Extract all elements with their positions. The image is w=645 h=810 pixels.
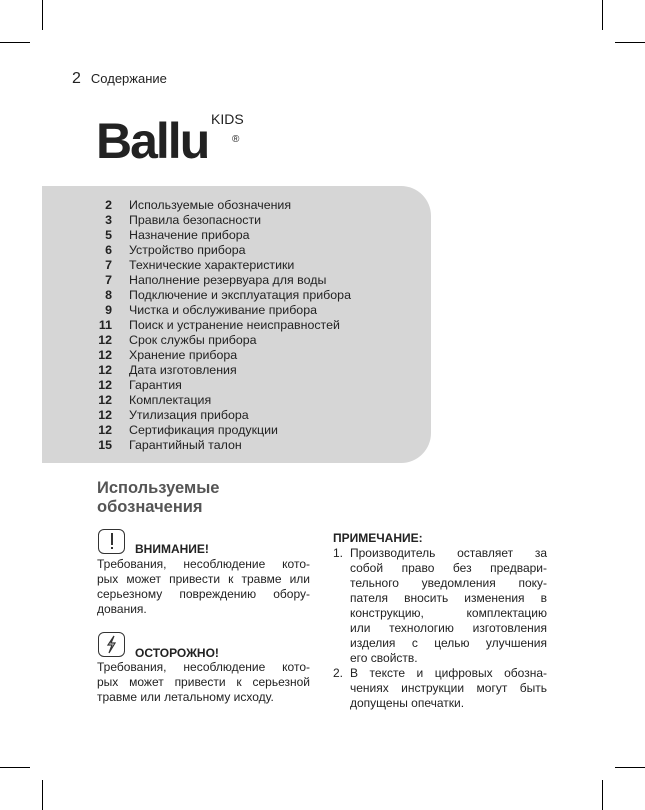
toc-title: Комплектация: [129, 393, 212, 407]
toc-title: Наполнение резервуара для воды: [129, 273, 327, 287]
toc-title: Используемые обозначения: [129, 198, 292, 212]
text-line: дования.: [97, 602, 147, 616]
text-line: Требования, несоблюдение кото-: [97, 660, 310, 674]
text-line: пателя вносить изменения в: [350, 591, 547, 605]
toc-page-number: 12: [98, 408, 112, 422]
crop-mark: [602, 0, 603, 30]
attention-text: [97, 557, 310, 617]
text-line: его свойств.: [350, 651, 418, 665]
page-header: [72, 70, 167, 88]
toc-title: Дата изготовления: [129, 363, 237, 377]
table-of-contents: [42, 186, 431, 463]
text-line: Требования, несоблюдение кото-: [97, 557, 310, 571]
crop-mark: [42, 0, 43, 30]
text-line: рых может привести к серьезной: [97, 675, 310, 689]
toc-title: Гарантийный талон: [129, 438, 242, 452]
text-line: допущены опечатки.: [350, 696, 465, 710]
crop-mark: [615, 767, 645, 768]
caution-label: ОСТОРОЖНО!: [135, 646, 219, 660]
toc-page-number: 7: [105, 258, 112, 272]
toc-title: Поиск и устранение неисправностей: [129, 318, 340, 332]
toc-page-number: 12: [98, 333, 112, 347]
toc-page-number: 11: [98, 318, 112, 332]
lightning-icon: [98, 632, 125, 657]
note-item-text: [350, 666, 547, 711]
text-line: чениях инструкции могут быть: [350, 681, 547, 695]
toc-page-number: 5: [105, 228, 112, 242]
toc-page-number: 12: [98, 363, 112, 377]
toc-page-number: 9: [105, 303, 112, 317]
toc-title: Хранение прибора: [129, 348, 238, 362]
toc-page-number: 3: [105, 213, 112, 227]
note-item-number: 1.: [333, 546, 344, 560]
text-line: или технологию изготовления: [350, 621, 547, 635]
toc-page-number: 8: [105, 288, 112, 302]
note-item-text: [350, 546, 547, 666]
logo-registered-mark: ®: [232, 134, 240, 145]
toc-page-number: 12: [98, 423, 112, 437]
note-item: [333, 666, 547, 711]
toc-title: Сертификация продукции: [129, 423, 278, 437]
toc-page-number: 12: [98, 378, 112, 392]
crop-mark: [602, 780, 603, 810]
attention-label: ВНИМАНИЕ!: [135, 542, 209, 556]
caution-text: [97, 660, 310, 705]
note-list: [333, 546, 547, 711]
text-line: травме или летальному исходу.: [97, 690, 274, 704]
logo-brand-text: Ballu: [96, 113, 209, 168]
toc-title: Гарантия: [129, 378, 182, 392]
toc-page-number: 12: [98, 348, 112, 362]
logo-sub-text: KIDS: [211, 111, 244, 127]
brand-logo: [96, 106, 256, 168]
text-line: Производитель оставляет за: [350, 546, 547, 560]
note-title: ПРИМЕЧАНИЕ:: [333, 531, 423, 545]
text-line: тельного уведомления поку-: [350, 576, 547, 590]
toc-page-number: 6: [105, 243, 112, 257]
text-line: серьезному повреждению обору-: [97, 587, 310, 601]
section-name: Содержание: [90, 71, 167, 86]
text-line: В тексте и цифровых обозна-: [350, 666, 547, 680]
section-title: Используемые обозначения: [97, 479, 220, 516]
toc-page-number: 15: [98, 438, 112, 452]
text-line: рых может привести к травме или: [97, 572, 310, 586]
toc-page-number: 2: [105, 198, 112, 212]
toc-title: Подключение и эксплуатация прибора: [129, 288, 351, 302]
toc-title: Устройство прибора: [129, 243, 246, 257]
text-line: изделия с целью улучшения: [350, 636, 547, 650]
toc-title: Утилизация прибора: [129, 408, 249, 422]
toc-page-number: 7: [105, 273, 112, 287]
text-line: конструкцию, комплектацию: [350, 606, 547, 620]
crop-mark: [0, 767, 30, 768]
exclamation-icon: [98, 529, 125, 554]
toc-title: Технические характеристики: [129, 258, 295, 272]
crop-mark: [0, 42, 30, 43]
toc-title: Назначение прибора: [129, 228, 250, 242]
toc-page-number: 12: [98, 393, 112, 407]
toc-title: Правила безопасности: [129, 213, 262, 227]
crop-mark: [42, 780, 43, 810]
text-line: собой право без предвари-: [350, 561, 547, 575]
crop-mark: [615, 42, 645, 43]
note-item-number: 2.: [333, 666, 344, 680]
toc-title: Чистка и обслуживание прибора: [129, 303, 317, 317]
note-item: [333, 546, 547, 666]
page-number: 2: [72, 70, 81, 87]
toc-title: Срок службы прибора: [129, 333, 257, 347]
